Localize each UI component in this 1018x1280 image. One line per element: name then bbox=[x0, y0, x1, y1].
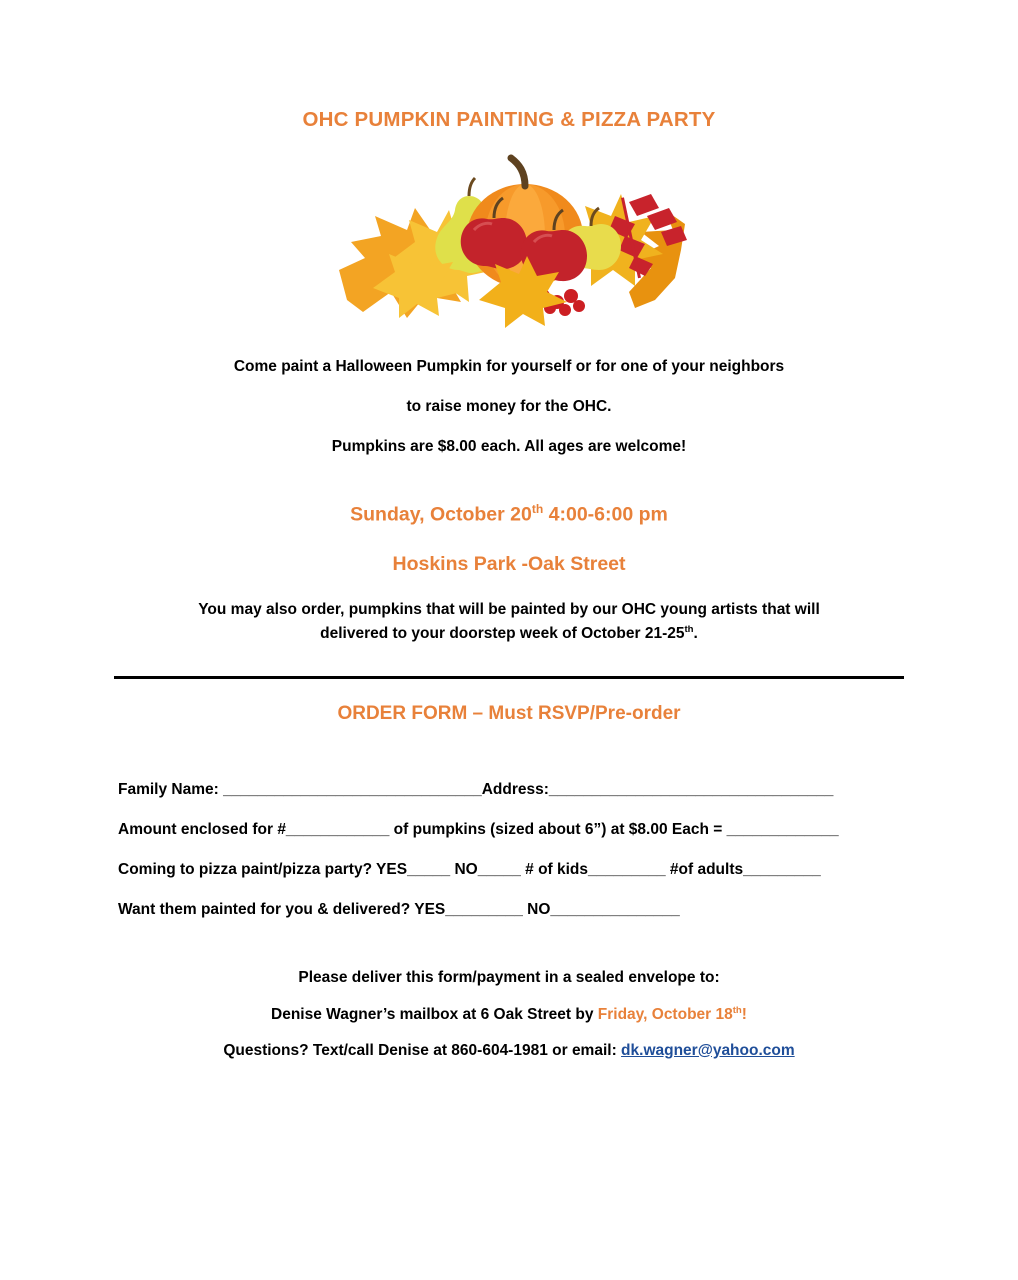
form-field-painted-delivered[interactable]: Want them painted for you & delivered? YES_________ NO_______________ bbox=[118, 900, 680, 918]
body-line-2: to raise money for the OHC. bbox=[406, 398, 612, 415]
delivery-note-ordinal: th bbox=[684, 623, 694, 635]
footer-line-1: Please deliver this form/payment in a sealed envelope to: bbox=[298, 968, 720, 986]
order-form bbox=[60, 781, 958, 919]
form-field-family-name-address[interactable]: Family Name: ______________________________Address:_________________________________ bbox=[118, 780, 834, 798]
delivery-note-line-1: You may also order, pumpkins that will be painted by our OHC young artists that will bbox=[198, 600, 820, 618]
event-datetime bbox=[60, 502, 958, 527]
autumn-harvest-image bbox=[329, 150, 689, 336]
footer-instructions bbox=[60, 969, 958, 1060]
delivery-note bbox=[129, 598, 889, 646]
pumpkin-leaves-illustration bbox=[329, 150, 689, 336]
event-date-ordinal: th bbox=[531, 502, 544, 516]
delivery-note-line-2-prefix: delivered to your doorstep week of October 21-25 bbox=[320, 624, 685, 642]
section-divider bbox=[114, 676, 904, 679]
rsvp-deadline-suffix: ! bbox=[741, 1005, 747, 1023]
event-time: 4:00-6:00 pm bbox=[543, 503, 668, 526]
email-link[interactable]: dk.wagner@yahoo.com bbox=[621, 1041, 795, 1059]
footer-line-2 bbox=[60, 1005, 958, 1024]
page-title: OHC PUMPKIN PAINTING & PIZZA PARTY bbox=[302, 108, 716, 131]
delivery-note-line-2-suffix: . bbox=[693, 624, 698, 642]
rsvp-deadline: Friday, October 18 bbox=[597, 1005, 733, 1023]
footer-line-3 bbox=[60, 1042, 958, 1060]
body-line-1: Come paint a Halloween Pumpkin for yourself or for one of your neighbors bbox=[233, 358, 785, 375]
event-date-prefix: Sunday, October 20 bbox=[350, 503, 532, 526]
order-form-title: ORDER FORM – Must RSVP/Pre-order bbox=[337, 702, 681, 724]
body-paragraphs bbox=[60, 358, 958, 456]
event-location: Hoskins Park -Oak Street bbox=[392, 552, 626, 575]
rsvp-deadline-ordinal: th bbox=[732, 1004, 742, 1016]
decorative-image-container bbox=[60, 150, 958, 336]
form-field-attendance[interactable]: Coming to pizza paint/pizza party? YES_____ NO_____ # of kids_________ #of adults_________ bbox=[118, 860, 821, 878]
contact-text: Questions? Text/call Denise at 860-604-1981 or email: bbox=[223, 1041, 622, 1059]
footer-line-2-prefix: Denise Wagner’s mailbox at 6 Oak Street by bbox=[271, 1005, 598, 1023]
body-line-3: Pumpkins are $8.00 each. All ages are welcome! bbox=[331, 438, 687, 455]
form-field-amount-enclosed[interactable]: Amount enclosed for #____________ of pumpkins (sized about 6”) at $8.00 Each = _____________ bbox=[118, 820, 839, 838]
